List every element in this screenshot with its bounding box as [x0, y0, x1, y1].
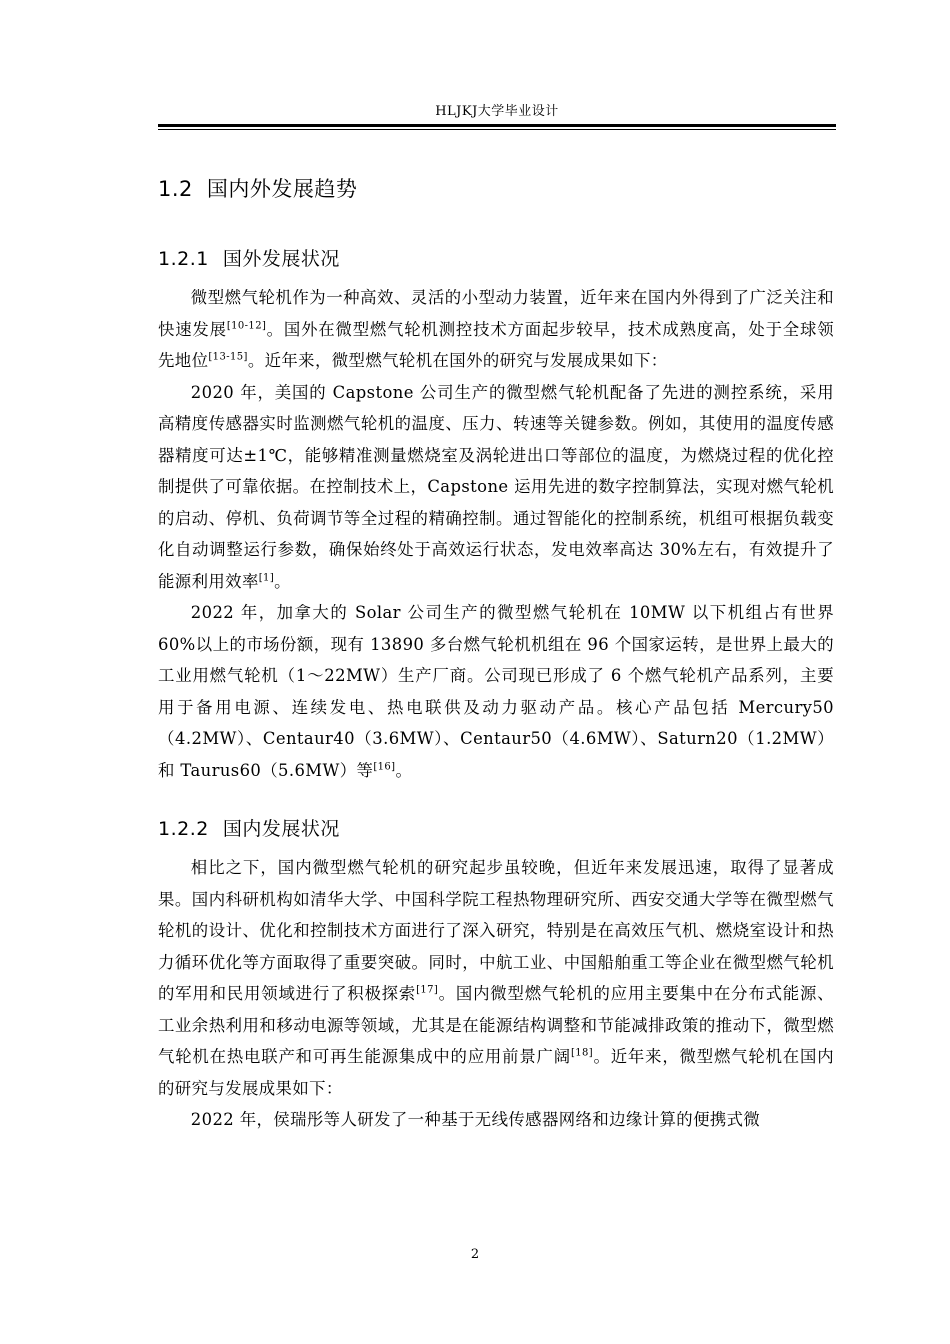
header-rule-thin — [158, 129, 836, 130]
paragraph-intro — [158, 282, 834, 377]
paragraph-text: 。 — [274, 571, 291, 591]
subsection-title: 国外发展状况 — [222, 248, 340, 270]
paragraph-text: 。国内微型燃气轮机的应用主要集中在分布式能源、工业余热利用和移动电源等领域，尤其是在能源结构调整和节能减排政策的推动下，微型燃气轮机在热电联产和可再生能源集成中的应用前景广阔 — [158, 984, 835, 1066]
running-header: HLJKJ大学毕业设计 — [435, 104, 559, 119]
citation: [10-12] — [226, 320, 267, 332]
citation: [17] — [416, 984, 439, 996]
paragraph-text: 相比之下，国内微型燃气轮机的研究起步虽较晚，但近年来发展迅速，取得了显著成果。国内科研机构如清华大学、中国科学院工程热物理研究所、西安交通大学等在微型燃气轮机的设计、优化和控制技术方面进行了深入研究，特别是在高效压气机、燃烧室设计和热力循环优化等方面取得了重要突破。同时，中航工业、中国船舶重工等企业在微型燃气轮机的军用和民用领域进行了积极探索 — [158, 858, 834, 1003]
citation: [1] — [258, 572, 275, 584]
paragraph-text: 。国外在微型燃气轮机测控技术方面起步较早，技术成熟度高，处于全球领先地位 — [158, 319, 834, 370]
section-title: 国内外发展趋势 — [206, 177, 358, 201]
subsection-number: 1.2.2 — [158, 818, 209, 840]
paragraph-hou — [158, 1104, 834, 1136]
paragraph-text: 。近年来，微型燃气轮机在国内的研究与发展成果如下： — [158, 1047, 834, 1098]
paragraph-text: 2020 年，美国的 Capstone 公司生产的微型燃气轮机配备了先进的测控系统，采用高精度传感器实时监测燃气轮机的温度、压力、转速等关键参数。例如，其使用的温度传感器精度可达±1℃，能够精准测量燃烧室及涡轮进出口等部位的温度，为燃烧过程的优化控制提供了可靠依据。在控制技术上，Capstone 运用先进的数字控制算法，实现对燃气轮机的启动、停机、负荷调节等全过程的精确控制。通过智能化的控制系统，机组可根据负载变化自动调整运行参数，确保始终处于高效运行状态，发电效率高达 30%左右，有效提升了能源利用效率 — [158, 382, 834, 591]
section-heading — [158, 172, 834, 206]
paragraph-solar — [158, 597, 834, 786]
subsection-title: 国内发展状况 — [222, 818, 340, 840]
paragraph-text: 2022 年，侯瑞彤等人研发了一种基于无线传感器网络和边缘计算的便携式微 — [190, 1110, 761, 1129]
paragraph-capstone — [158, 377, 834, 598]
header-rule-thick — [158, 124, 836, 127]
subsection-heading-foreign — [158, 242, 834, 276]
page-content — [158, 172, 834, 1136]
subsection-number: 1.2.1 — [158, 248, 209, 270]
paragraph-domestic — [158, 852, 834, 1104]
citation: [16] — [373, 761, 396, 773]
page-number: 2 — [470, 1247, 480, 1262]
paragraph-text: 微型燃气轮机作为一种高效、灵活的小型动力装置，近年来在国内外得到了广泛关注和快速发展 — [158, 288, 834, 339]
citation: [13-15] — [208, 351, 248, 363]
paragraph-text: 。 — [395, 760, 413, 780]
subsection-heading-domestic — [158, 812, 834, 846]
paragraph-text: 2022 年，加拿大的 Solar 公司生产的微型燃气轮机在 10MW 以下机组占有世界 60%以上的市场份额，现有 13890 多台燃气轮机机组在 96 个国家运转，是世界上最大的工业用燃气轮机（1～22MW）生产厂商。公司现已形成了 6 个燃气轮机产品系列，主要用于备用电源、连续发电、热电联供及动力驱动产品。核心产品包括 Mercury50（4.2MW）、Centaur40（3.6MW）、Centaur50（4.6MW）、Saturn20（1.2MW）和 Taurus60（5.6MW）等 — [158, 603, 834, 780]
paragraph-text: 。近年来，微型燃气轮机在国外的研究与发展成果如下： — [247, 351, 668, 370]
citation: [18] — [570, 1047, 594, 1059]
section-number: 1.2 — [158, 177, 193, 201]
